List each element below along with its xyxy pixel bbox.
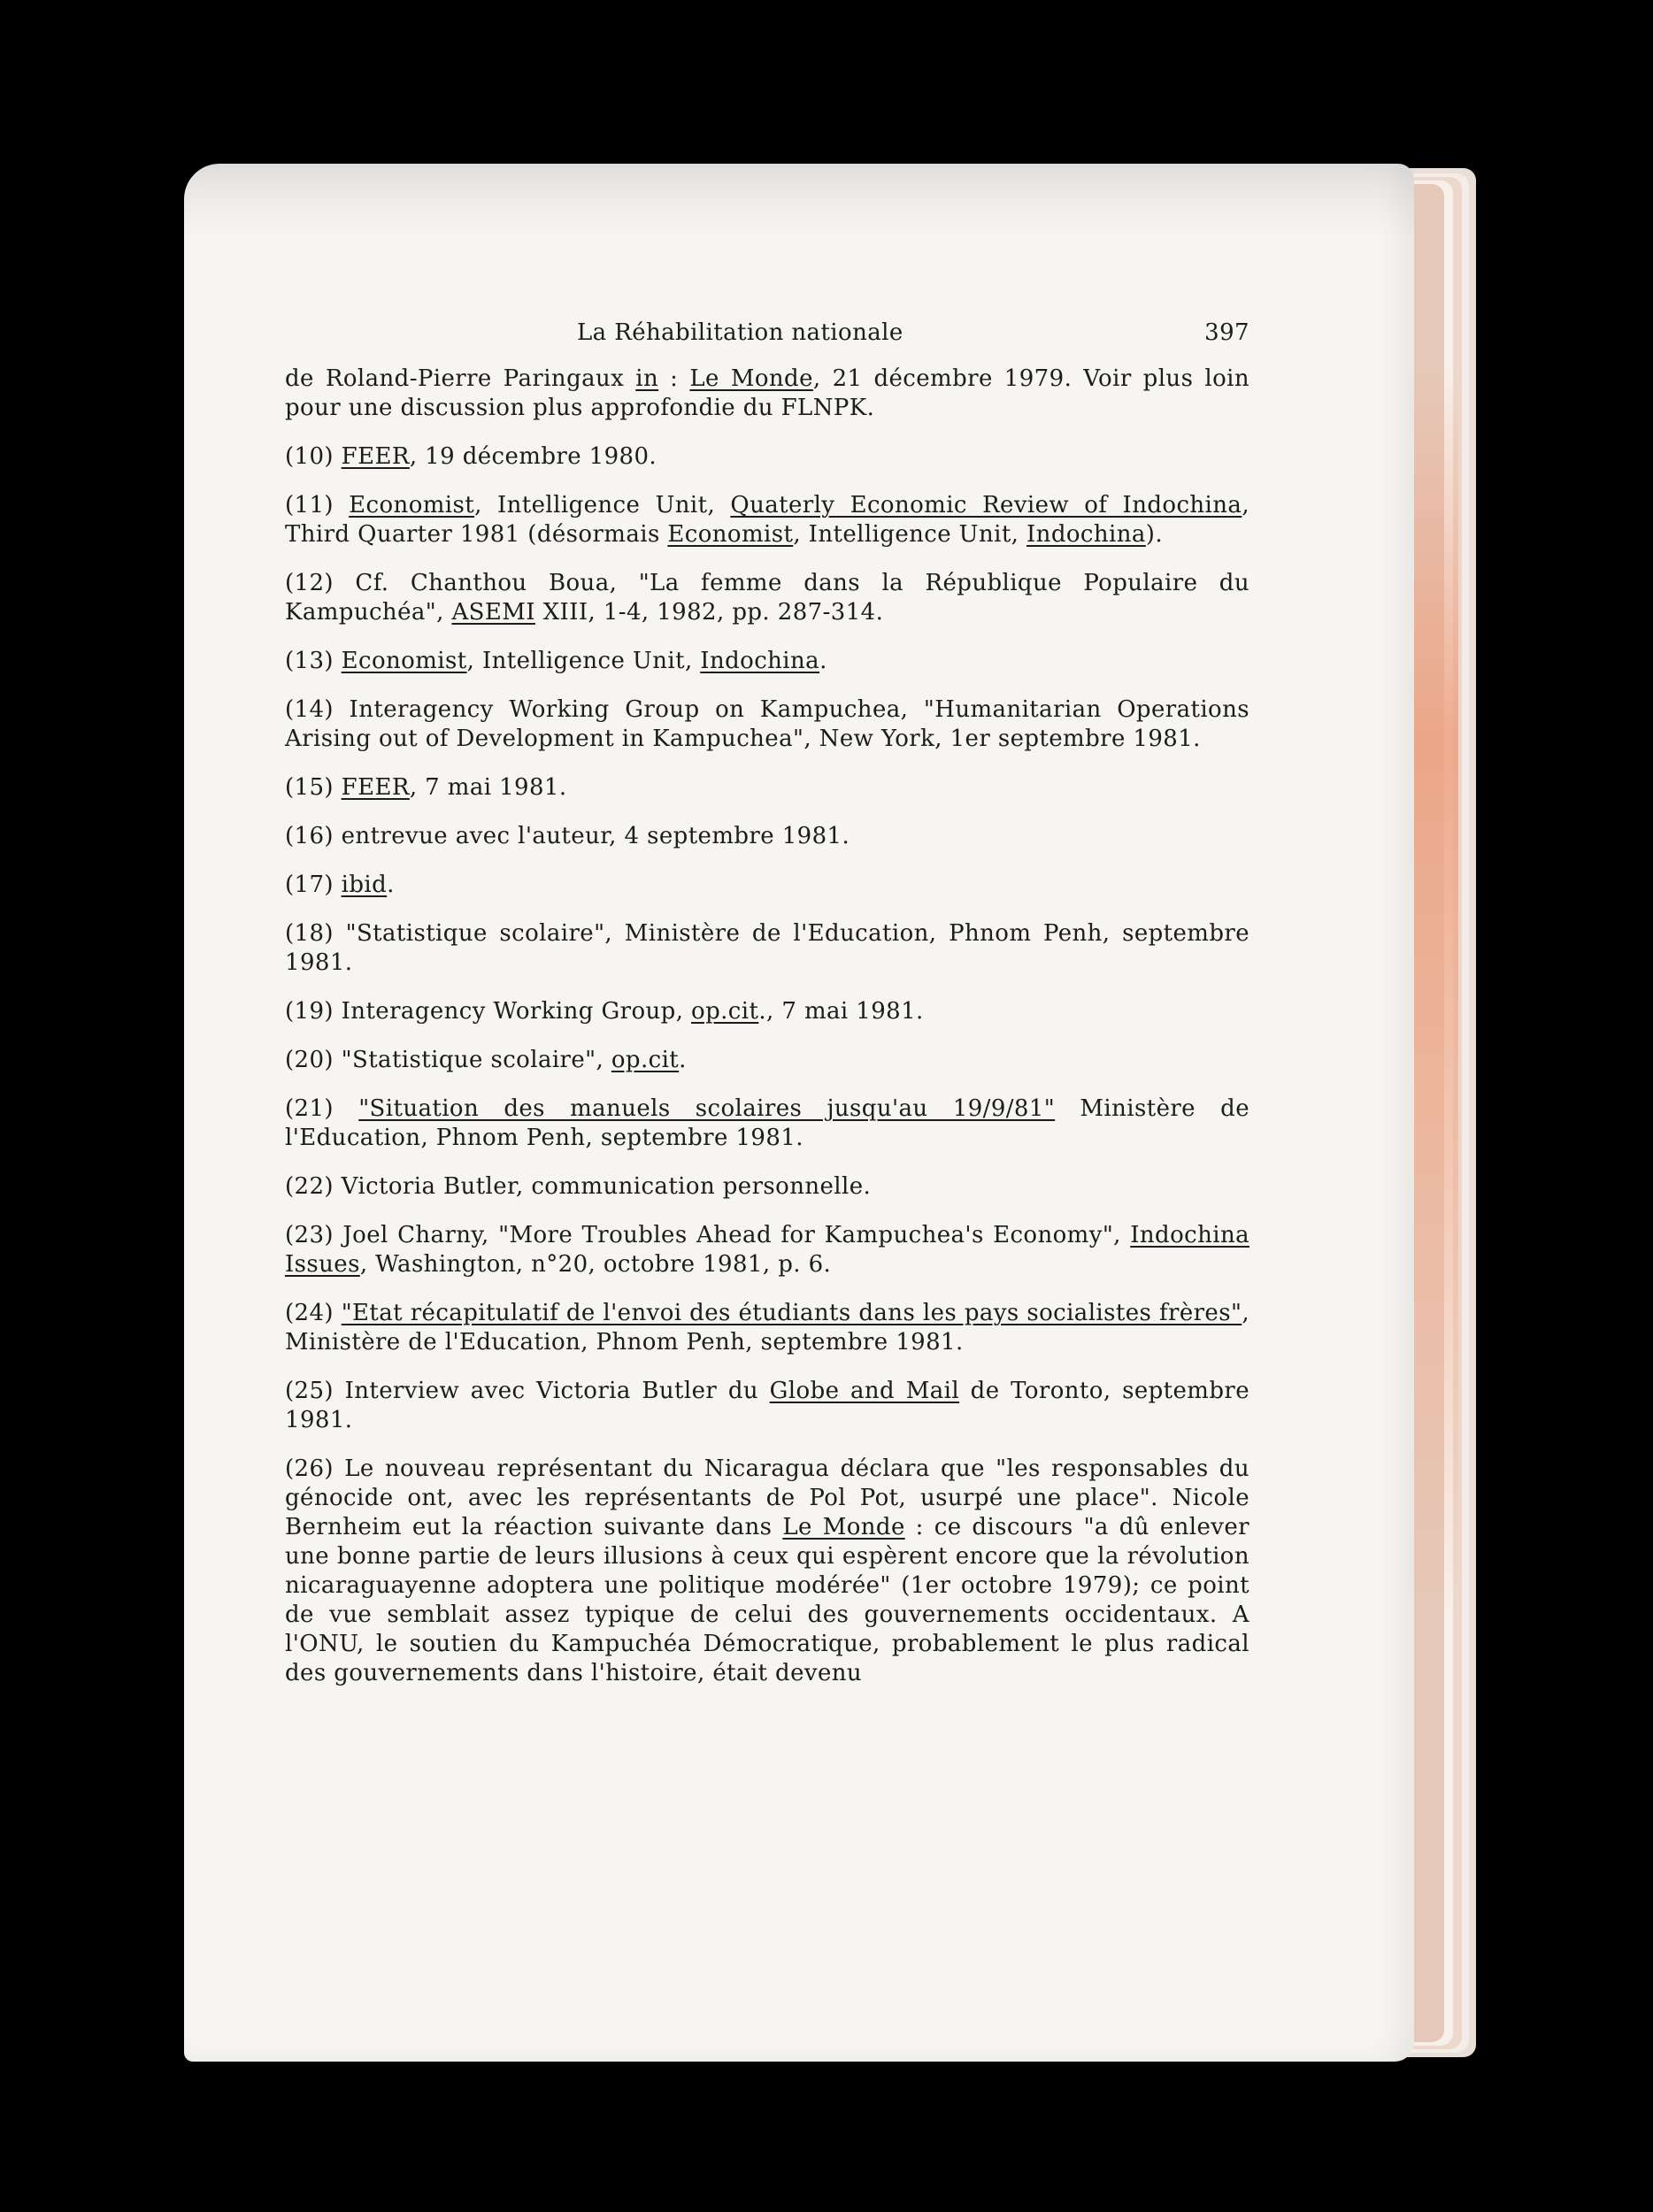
note-14: (14) Interagency Working Group on Kampuchea, "Humanitarian Operations Arising out of Development in Kampuchea", New York, 1er septembre 1981. xyxy=(285,696,1249,752)
note-18: (18) "Statistique scolaire", Ministère de l'Education, Phnom Penh, septembre 1981. xyxy=(285,920,1249,976)
note-20: (20) "Statistique scolaire", op.cit. xyxy=(285,1047,687,1073)
note-24: (24) "Etat récapitulatif de l'envoi des étudiants dans les pays socialistes frères", Ministère de l'Education, Phnom Penh, septembre 1981. xyxy=(285,1300,1249,1356)
note-19: (19) Interagency Working Group, op.cit., 7 mai 1981. xyxy=(285,998,924,1025)
note-22: (22) Victoria Butler, communication personnelle. xyxy=(285,1173,872,1200)
note-25: (25) Interview avec Victoria Butler du Globe and Mail de Toronto, septembre 1981. xyxy=(285,1378,1250,1433)
note-26: (26) Le nouveau représentant du Nicaragua déclara que "les responsables du génocide ont, avec les représentants de Pol Pot, usurpé une place". Nicole Bernheim eut la réaction suivante dans Le Monde : ce discours "a dû enlever une bonne partie de leurs illusions à ceux qui espèrent encore que la révolution nicaraguayenne adoptera une politique modérée" (1er octobre 1979); ce point de vue semblait assez typique de celui des gouvernements occidentaux. A l'ONU, le soutien du Kampuchéa Démocratique, probablement le plus radical des gouvernements dans l'histoire, était devenu xyxy=(285,1455,1249,1686)
note-11: (11) Economist, Intelligence Unit, Quaterly Economic Review of Indochina, Third Quarter 1981 (désormais Economist, Intelligence Unit, Indochina). xyxy=(285,492,1249,548)
note-10: (10) FEER, 19 décembre 1980. xyxy=(285,443,657,470)
note-15: (15) FEER, 7 mai 1981. xyxy=(285,774,567,801)
note-21: (21) "Situation des manuels scolaires jusqu'au 19/9/81" Ministère de l'Education, Phnom Penh, septembre 1981. xyxy=(285,1095,1249,1151)
page-number: 397 xyxy=(1204,319,1249,346)
header-title: La Réhabilitation nationale xyxy=(577,319,903,346)
page-curl-shadow xyxy=(184,164,1414,234)
note-continuation: de Roland-Pierre Paringaux in : Le Monde, 21 décembre 1979. Voir plus loin pour une discussion plus approfondie du FLNPK. xyxy=(285,365,1249,421)
note-12: (12) Cf. Chanthou Boua, "La femme dans la République Populaire du Kampuchéa", ASEMI XIII, 1-4, 1982, pp. 287-314. xyxy=(285,570,1249,626)
running-header xyxy=(285,319,1249,354)
endnotes xyxy=(285,365,1249,1708)
note-16: (16) entrevue avec l'auteur, 4 septembre 1981. xyxy=(285,823,850,849)
note-13: (13) Economist, Intelligence Unit, Indochina. xyxy=(285,648,827,674)
note-23: (23) Joel Charny, "More Troubles Ahead for Kampuchea's Economy", Indochina Issues, Washington, n°20, octobre 1981, p. 6. xyxy=(285,1222,1249,1278)
page-edge-tint xyxy=(1414,372,1458,1610)
note-17: (17) ibid. xyxy=(285,872,395,898)
